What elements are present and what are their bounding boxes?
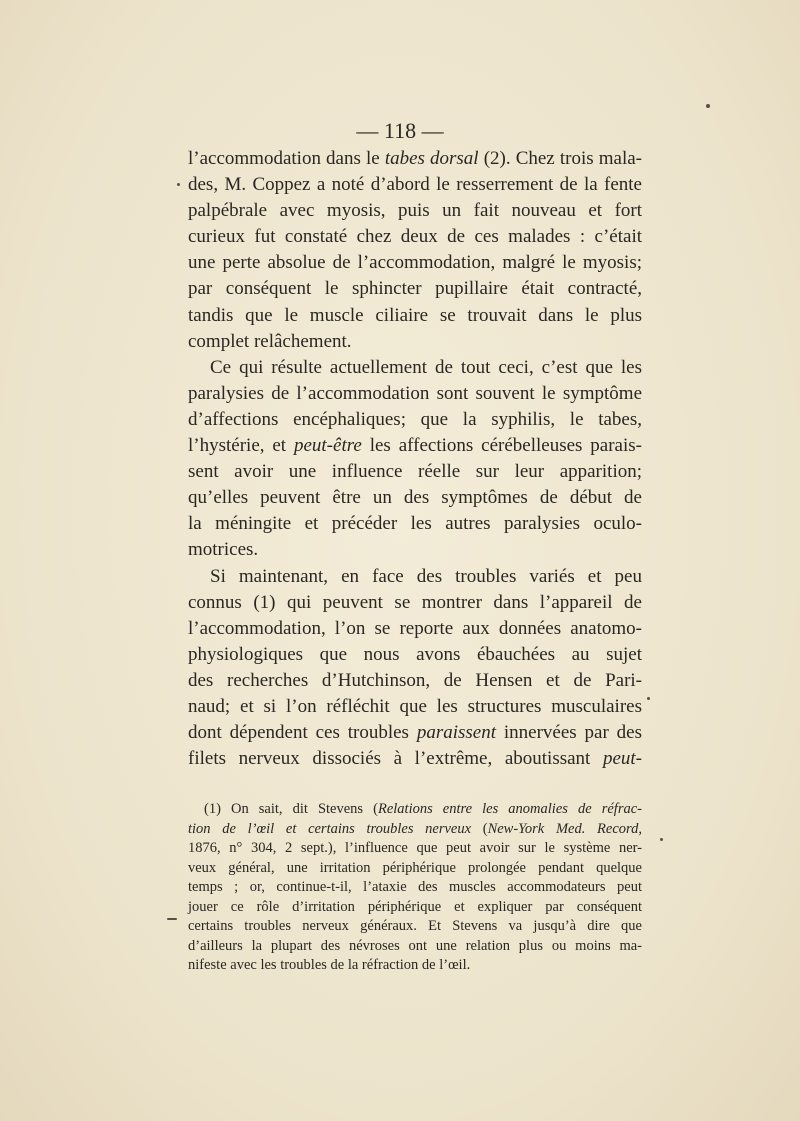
footnote-line: tion de l’œil et certains troubles nerveux (New-York Med. Record,: [188, 820, 642, 837]
text-line: des, M. Coppez a noté d’abord le resserrement de la fente: [188, 174, 642, 196]
footnote-line: nifeste avec les troubles de la réfraction de l’œil.: [188, 957, 471, 973]
text-line: paralysies de l’accommodation sont souvent le symptôme: [188, 382, 642, 404]
paper-speck: [660, 838, 663, 841]
text-line: naud; et si l’on réfléchit que les structures musculaires: [188, 695, 642, 717]
footnote-line: (1) On sait, dit Stevens (Relations entre les anomalies de réfrac-: [204, 801, 642, 817]
text-line: filets nerveux dissociés à l’extrême, aboutissant peut-: [188, 748, 642, 770]
text-line: curieux fut constaté chez deux de ces malades : c’était: [188, 226, 642, 248]
text-line: la méningite et précéder les autres paralysies oculo-: [188, 513, 642, 535]
paper-speck: [167, 918, 177, 920]
text-line: d’affections encéphaliques; que la syphilis, le tabes,: [188, 408, 642, 430]
text-line: une perte absolue de l’accommodation, malgré le myosis;: [188, 252, 642, 274]
footnote-line: d’ailleurs la plupart des névroses ont une relation plus ou moins ma-: [188, 937, 642, 954]
footnote-line: temps ; or, continue-t-il, l’ataxie des muscles accommodateurs peut: [188, 879, 642, 895]
text-line: qu’elles peuvent être un des symptômes de début de: [188, 487, 642, 509]
text-line: l’accommodation dans le tabes dorsal (2). Chez trois mala-: [188, 148, 642, 169]
paper-speck: [647, 697, 650, 700]
footnote-line: 1876, n° 304, 2 sept.), l’influence que peut avoir sur le système ner-: [188, 840, 642, 856]
footnote-line: veux général, une irritation périphérique prolongée pendant quelque: [188, 859, 642, 876]
text-line: complet relâchement.: [188, 330, 352, 352]
paper-speck: [177, 183, 180, 186]
footnote-line: jouer ce rôle d’irritation périphérique et expliquer par conséquent: [188, 898, 642, 915]
text-line: l’accommodation, l’on se reporte aux données anatomo-: [188, 617, 642, 639]
text-line: connus (1) qui peuvent se montrer dans l’appareil de: [188, 591, 642, 613]
text-line: l’hystérie, et peut-être les affections cérébelleuses parais-: [188, 435, 642, 457]
text-line: par conséquent le sphincter pupillaire était contracté,: [188, 278, 642, 300]
paragraph-start: Ce qui résulte actuellement de tout ceci, c’est que les: [210, 356, 642, 378]
text-line: des recherches d’Hutchinson, de Hensen et de Pari-: [188, 669, 642, 691]
paragraph-start: Si maintenant, en face des troubles variés et peu: [210, 565, 642, 587]
text-line: motrices.: [188, 539, 259, 561]
text-line: palpébrale avec myosis, puis un fait nouveau et fort: [188, 200, 642, 222]
page-number: — 118 —: [356, 118, 444, 143]
paper-speck: [706, 104, 710, 108]
text-line: tandis que le muscle ciliaire se trouvait dans le plus: [188, 304, 642, 326]
footnote-line: certains troubles nerveux généraux. Et Stevens va jusqu’à dire que: [188, 918, 642, 934]
main-text: [188, 146, 642, 772]
text-line: dont dépendent ces troubles paraissent innervées par des: [188, 722, 642, 744]
text-line: sent avoir une influence réelle sur leur apparition;: [188, 461, 642, 483]
footnote: [188, 800, 642, 976]
text-line: physiologiques que nous avons ébauchées au sujet: [188, 643, 642, 665]
